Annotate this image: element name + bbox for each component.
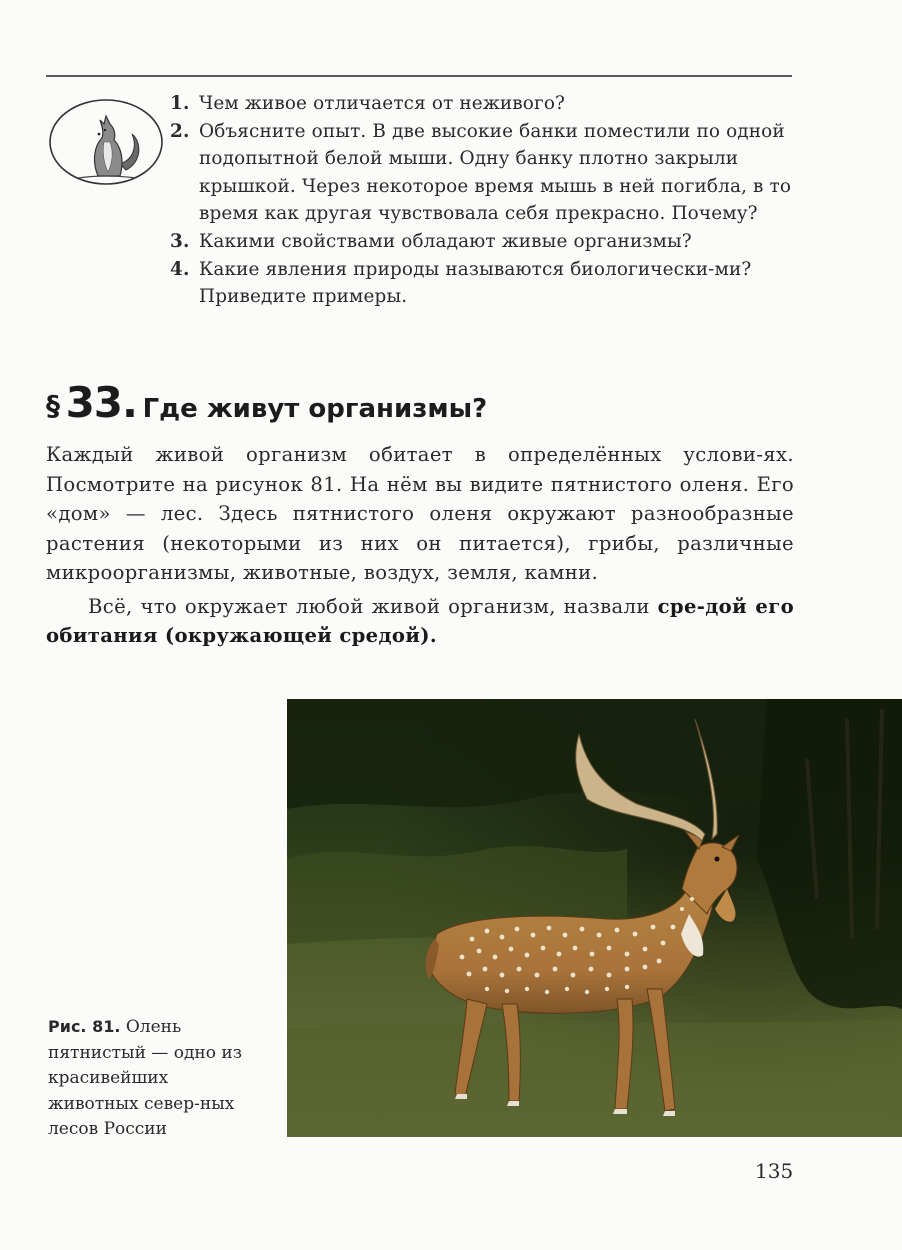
question-number: 3. — [170, 230, 190, 252]
question-text: Какие явления природы называются биологически-ми? Приведите примеры. — [199, 258, 752, 308]
section-number: 33. — [65, 378, 137, 427]
section-heading — [46, 378, 487, 427]
questions-list — [166, 90, 796, 311]
spotted-deer-photo — [287, 699, 902, 1137]
question-item — [166, 118, 796, 228]
paragraph-sign: § — [46, 389, 60, 422]
question-item — [166, 90, 796, 118]
page-number: 135 — [755, 1159, 794, 1183]
question-text: Чем живое отличается от неживого? — [199, 93, 566, 114]
section-title: Где живут организмы? — [142, 394, 488, 424]
question-item — [166, 228, 796, 256]
top-rule — [46, 75, 792, 77]
body-paragraph-lead: Всё, что окружает любой живой организм, назвали — [88, 594, 658, 618]
figure-label: Рис. 81. — [48, 1017, 121, 1036]
body-paragraph: Каждый живой организм обитает в определённых услови-ях. Посмотрите на рисунок 81. На нём вы видите пятнистого оленя. Его «дом» — лес. Здесь пятнистого оленя окружают разнообразные растения (некоторыми из них он питается), грибы, различные микроорганизмы, животные, воздух, земля, камни. — [46, 443, 794, 584]
question-text: Какими свойствами обладают живые организмы? — [199, 230, 692, 252]
figure-caption-text: Олень пятнистый — одно из красивейших животных север-ных лесов России — [48, 1017, 242, 1139]
question-number: 4. — [170, 258, 190, 280]
body-paragraph — [46, 592, 794, 651]
term-habitat: сре-дой его обитания (окружающей средой). — [46, 594, 794, 647]
question-number: 1. — [170, 93, 190, 114]
question-text: Объясните опыт. В две высокие банки поместили по одной подопытной белой мыши. Одну банку плотно закрыли крышкой. Через некоторое время мышь в ней погибла, в то время как другая чувствовала себя прекрасно. Почему? — [199, 120, 792, 225]
question-number: 2. — [170, 120, 190, 142]
figure-caption — [48, 1014, 263, 1143]
body-text — [46, 440, 794, 651]
question-item — [166, 256, 796, 311]
fox-medallion-icon — [48, 98, 164, 186]
